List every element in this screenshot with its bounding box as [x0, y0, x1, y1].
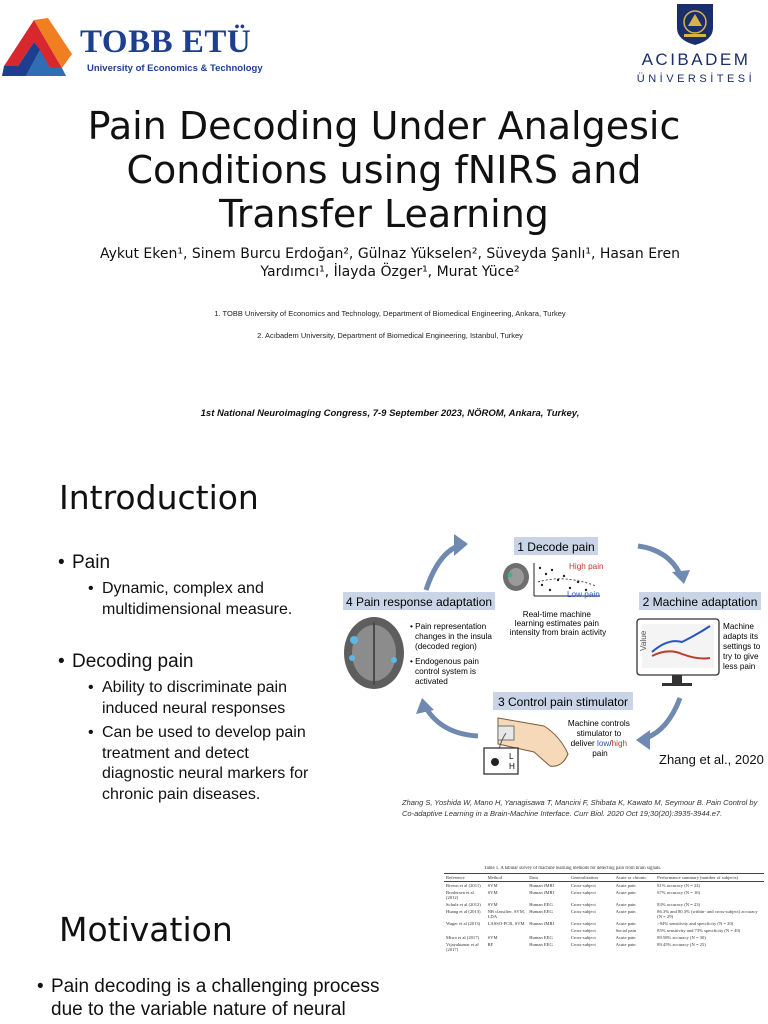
- table-cell: Acute pain: [615, 942, 636, 947]
- table-header-row: [444, 874, 764, 882]
- arrow-bottom-right: [646, 698, 680, 738]
- congress-line: 1st National Neuroimaging Congress, 7-9 September 2023, NÖROM, Ankara, Turkey,: [200, 408, 580, 419]
- table-cell: LASSO-PCR, SVM: [487, 921, 525, 926]
- step4-label: 4 Pain response adaptation: [345, 595, 493, 609]
- table-cell: Human fMRI: [529, 890, 555, 895]
- acibadem-name: ACIBADEM: [641, 50, 751, 69]
- table-cell: Huang et al (2013): [446, 909, 481, 914]
- col-method: Method: [487, 875, 502, 880]
- table-row: [444, 908, 764, 920]
- table-cell: Cross-subject: [570, 942, 596, 947]
- table-cell: 85% sensitivity and 73% specificity (N = 40): [657, 928, 741, 933]
- co-adaptive-loop-figure: [338, 530, 766, 778]
- bullet-decoding: • Decoding pain: [72, 651, 322, 673]
- table-cell: SVM: [487, 890, 498, 895]
- arrow-bottom-left: [426, 708, 478, 736]
- poster-title: Pain Decoding Under Analgesic Conditions using fNIRS and Transfer Learning: [87, 104, 681, 236]
- table-cell: Cross-subject: [570, 890, 596, 895]
- affiliation-2: 2. Acıbadem University, Department of Biomedical Engineering, Istanbul, Turkey: [257, 331, 523, 340]
- arrow-top-right: [638, 546, 680, 574]
- table-cell: SVM: [487, 883, 498, 888]
- ml-survey-table: [444, 866, 764, 1024]
- col-generalization: Generalization: [570, 875, 598, 880]
- table-cell: Brown et al (2011): [446, 883, 481, 888]
- col-data: Data: [529, 875, 538, 880]
- table-cell: Human EEG: [529, 942, 553, 947]
- bullet-motivation-1: • Pain decoding is a challenging process due to the variable nature of neural: [51, 975, 391, 1021]
- figure-citation: Zhang S, Yoshida W, Mano H, Yanagisawa T, Mancini F, Shibata K, Kawato M, Seymour B. Pain Control by Co-adaptive Learning in a Brain-Machine Interface. Curr Biol. 2020 Oct 19;30(20):3935-3944.e7.: [402, 798, 758, 818]
- bullet-pain: • Pain: [72, 552, 322, 574]
- table-cell: Human fMRI: [529, 921, 555, 926]
- table-cell: Human EEG: [529, 935, 553, 940]
- table-cell: 67% accuracy (N = 16): [657, 890, 701, 895]
- arrow-top-left: [426, 546, 458, 590]
- table-cell: Acute pain: [615, 890, 636, 895]
- table-cell: 81% accuracy (N = 24): [657, 883, 701, 888]
- brain-large-icon: [344, 617, 404, 689]
- table-row: [444, 901, 764, 908]
- col-acute-chronic: Acute or chronic: [615, 875, 647, 880]
- table-cell: 89.45% accuracy (N = 25): [657, 942, 706, 947]
- table-cell: RF: [487, 942, 494, 947]
- adapt-description: Machine adapts its settings to try to give less pain: [723, 622, 761, 671]
- table-cell: [444, 927, 486, 934]
- table-cell: SVM: [487, 935, 498, 940]
- table-cell: Schulz et al (2012): [446, 902, 481, 907]
- table-cell: Social pain: [615, 928, 637, 933]
- table-row: [444, 882, 764, 890]
- table-row: [444, 941, 764, 953]
- table-row: [444, 920, 764, 927]
- table-cell: 89.58% accuracy (N = 30): [657, 935, 706, 940]
- affiliation-1: 1. TOBB University of Economics and Technology, Department of Biomedical Engineering, Ankara, Turkey: [214, 309, 566, 318]
- acibadem-logo: [628, 0, 763, 92]
- tobb-etu-logo: [0, 14, 263, 84]
- table-cell: Human EEG: [529, 902, 553, 907]
- motivation-heading: Motivation: [59, 910, 233, 949]
- table-cell: Cross-subject: [570, 909, 596, 914]
- table-cell: Acute pain: [615, 935, 636, 940]
- high-pain-label: High pain: [569, 562, 604, 571]
- table-cell: 86.3% and 80.3% (within- and cross-subject) accuracy (N = 29): [657, 909, 758, 919]
- col-reference: Reference: [446, 875, 465, 880]
- acibadem-subtitle: ÜNİVERSİTESİ: [636, 73, 756, 85]
- table-cell: Cross-subject: [570, 902, 596, 907]
- value-axis-label: Value: [639, 630, 648, 651]
- introduction-heading: Introduction: [59, 478, 259, 517]
- bullet-pain-sub: • Dynamic, complex and multidimensional measure.: [102, 579, 302, 620]
- table-cell: 83% accuracy (N = 23): [657, 902, 701, 907]
- table-cell: [486, 927, 528, 934]
- table-cell: Acute pain: [615, 921, 636, 926]
- bullet-decoding-sub-2: • Can be used to develop pain treatment and detect diagnostic neural markers for chronic pain diseases.: [102, 723, 322, 805]
- step2-label: 2 Machine adaptation: [642, 595, 758, 609]
- table-cell: [527, 927, 569, 934]
- table-cell: Human fMRI: [529, 883, 555, 888]
- table-caption: Table 1. A tabular survey of machine learning methods for detecting pain from brain signals.: [484, 866, 662, 871]
- response-description-1: • Pain representation changes in the insula (decoded region): [410, 622, 492, 651]
- table-cell: SVM: [487, 902, 498, 907]
- low-pain-label: Low pain: [567, 590, 600, 599]
- stimulator-l: L: [509, 752, 514, 761]
- figure-credit: Zhang et al., 2020: [659, 752, 764, 767]
- tobb-subtitle: University of Economics & Technology: [87, 63, 263, 74]
- table-row: [444, 934, 764, 941]
- col-performance: Performance summary (number of subjects): [657, 875, 739, 880]
- table-cell: Acute pain: [615, 902, 636, 907]
- table-body: [444, 882, 764, 954]
- tobb-name: TOBB ETÜ: [80, 24, 252, 60]
- monitor-icon: [637, 619, 719, 686]
- table-cell: >94% sensitivity and specificity (N = 20): [657, 921, 734, 926]
- table-cell: Cross-subject: [570, 921, 596, 926]
- table-cell: Vijayakumar et al (2017): [446, 942, 479, 952]
- control-description: Machine controls stimulator to deliver low/high pain: [567, 719, 630, 758]
- table-cell: Brodersen et al (2012): [446, 890, 474, 900]
- step3-label: 3 Control pain stimulator: [497, 695, 629, 709]
- acibadem-seal-icon: [675, 2, 715, 46]
- table-cell: Wager et al (2013): [446, 921, 481, 926]
- bullet-decoding-sub-1: • Ability to discriminate pain induced neural responses: [102, 678, 322, 719]
- response-description-2: • Endogenous pain control system is activated: [410, 657, 479, 686]
- table-cell: Cross-subject: [570, 928, 596, 933]
- table-row: [444, 927, 764, 934]
- table-cell: Cross-subject: [570, 935, 596, 940]
- authors: Aykut Eken¹, Sinem Burcu Erdoğan², Gülnaz Yükselen², Süveyda Şanlı¹, Hasan Eren Yardımcı¹, İlayda Özger¹, Murat Yüce²: [100, 246, 680, 280]
- table-cell: Misra et al (2017): [446, 935, 480, 940]
- table-cell: NB classifier, SVM, LDA: [487, 909, 525, 919]
- step1-label: 1 Decode pain: [517, 540, 595, 554]
- decode-description: Real-time machine learning estimates pain intensity from brain activity: [509, 610, 607, 637]
- stimulator-h: H: [509, 762, 515, 771]
- table-cell: Cross-subject: [570, 883, 596, 888]
- table-cell: Acute pain: [615, 883, 636, 888]
- table: [444, 873, 764, 953]
- table-cell: Human EEG: [529, 909, 553, 914]
- table-cell: Acute pain: [615, 909, 636, 914]
- table-row: [444, 889, 764, 901]
